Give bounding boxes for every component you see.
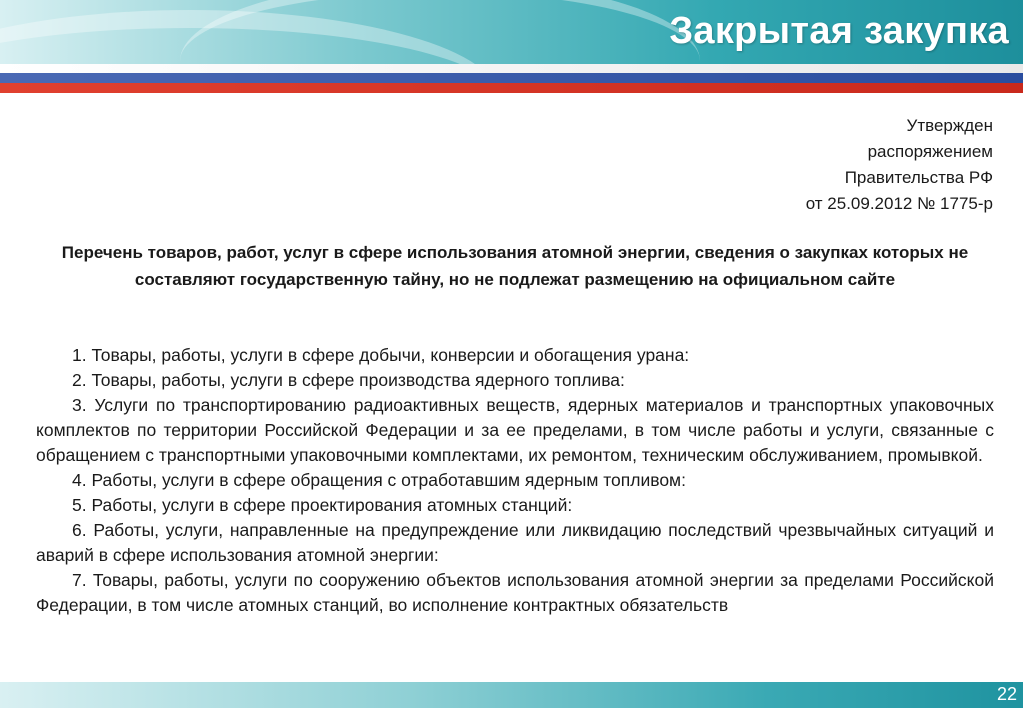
approval-line: Правительства РФ <box>844 168 993 187</box>
list-item: 1. Товары, работы, услуги в сфере добычи, конверсии и обогащения урана: <box>72 345 690 365</box>
approval-line: Утвержден <box>906 116 993 135</box>
list-item: 7. Товары, работы, услуги по сооружению объектов использования атомной энергии за пределами Российской Федерации, в том числе атомных станций, во исполнение контрактных обязательств <box>36 570 994 615</box>
approval-block <box>806 113 993 217</box>
list-item: 4. Работы, услуги в сфере обращения с отработавшим ядерным топливом: <box>72 470 686 490</box>
list-item: 5. Работы, услуги в сфере проектирования атомных станций: <box>72 495 573 515</box>
list-item: 2. Товары, работы, услуги в сфере производства ядерного топлива: <box>72 370 625 390</box>
decorative-swoosh <box>180 0 700 68</box>
list-item: 6. Работы, услуги, направленные на предупреждение или ликвидацию последствий чрезвычайных ситуаций и аварий в сфере использования атомной энергии: <box>36 520 994 565</box>
header-banner <box>0 0 1023 68</box>
list-item: 3. Услуги по транспортированию радиоактивных веществ, ядерных материалов и транспортных упаковочных комплектов по территории Российской Федерации и за ее пределами, в том числе работы и услуги, связанные с обращением с транспортными упаковочными комплектами, их ремонтом, техническим обслуживанием, промывкой. <box>36 395 994 465</box>
footer-bar <box>0 682 1023 708</box>
stripe-red <box>0 83 1023 93</box>
stripe-blue <box>0 73 1023 83</box>
flag-stripes <box>0 64 1023 93</box>
document-title: Перечень товаров, работ, услуг в сфере использования атомной энергии, сведения о закупках которых не составляют государственную тайну, но не подлежат размещению на официальном сайте <box>61 243 969 289</box>
slide-title: Закрытая закупка <box>669 10 1009 52</box>
stripe-white <box>0 64 1023 73</box>
page-number: 22 <box>996 684 1017 704</box>
approval-line: от 25.09.2012 № 1775-р <box>805 194 993 213</box>
approval-line: распоряжением <box>867 142 993 161</box>
item-list <box>36 343 994 618</box>
